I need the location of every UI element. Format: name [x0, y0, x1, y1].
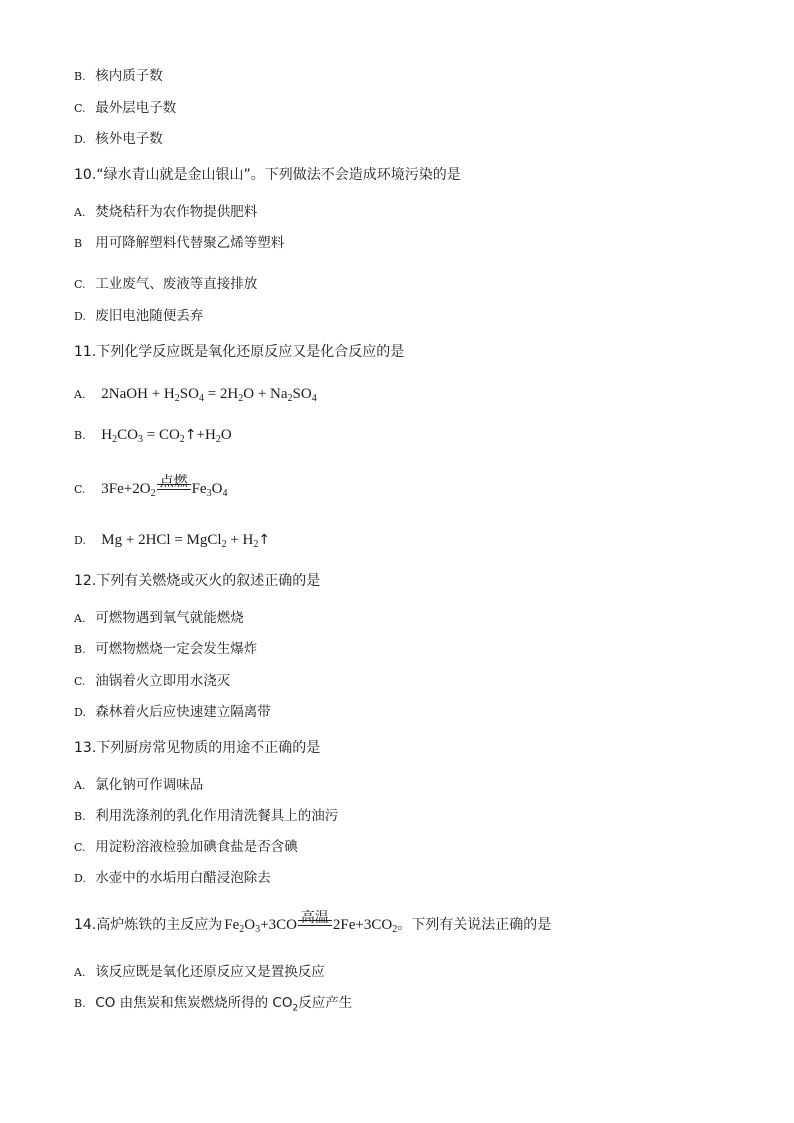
option-label: A.	[74, 388, 86, 401]
option-text: 油锅着火立即用水浇灭	[95, 673, 231, 689]
question-12: 12.下列有关燃烧或灭火的叙述正确的是	[74, 573, 321, 589]
equation: Mg + 2HCl = MgCl$_2$ + $H_2↑$	[101, 532, 271, 550]
question-10: 10.“绿水青山就是金山银山”。下列做法不会造成环境污染的是	[74, 167, 461, 183]
option-label: D.	[74, 534, 86, 547]
condition-text: 高温	[300, 910, 329, 926]
option-label: D.	[74, 706, 86, 719]
option-13c	[74, 838, 298, 857]
condition-text: 点燃	[159, 474, 188, 490]
option-11d	[74, 531, 270, 554]
option-text: 工业废气、废液等直接排放	[95, 276, 258, 292]
equation: $Fe_2O_3+3CO$ 高温 $2Fe+3CO_2$	[224, 910, 398, 935]
question-14	[74, 910, 552, 939]
option-label: B.	[74, 70, 86, 83]
question-13: 13.下列厨房常见物质的用途不正确的是	[74, 740, 321, 756]
reaction-condition	[157, 474, 191, 498]
option-text: 该反应既是氧化还原反应又是置换反应	[95, 964, 325, 980]
option-label: B.	[74, 643, 86, 656]
option-label: B.	[74, 810, 86, 823]
question-14-prefix: 14.高炉炼铁的主反应为	[74, 917, 223, 933]
option-label: B.	[74, 997, 86, 1010]
option-label: D.	[74, 872, 86, 885]
option-text: 用可降解塑料代替聚乙烯等塑料	[95, 235, 285, 251]
option-label: C.	[74, 102, 86, 115]
option-label: C.	[74, 483, 86, 496]
option-14b	[74, 994, 352, 1018]
option-text: 最外层电子数	[95, 100, 177, 116]
option-13b	[74, 807, 338, 826]
option-label: A.	[74, 966, 86, 979]
option-10d	[74, 307, 203, 326]
question-14-suffix: 。下列有关说法正确的是	[397, 917, 552, 933]
option-12d	[74, 703, 271, 722]
option-text: 用淀粉溶液检验加碘食盐是否含碘	[95, 839, 298, 855]
option-12a	[74, 609, 244, 628]
option-9c	[74, 99, 176, 118]
option-13a	[74, 776, 203, 795]
question-11: 11.下列化学反应既是氧化还原反应又是化合反应的是	[74, 344, 405, 360]
equation: 2NaOH + $H_2SO_4 = 2H_2O + Na_2SO_4$	[101, 386, 317, 404]
reaction-condition	[298, 910, 332, 934]
option-14a	[74, 963, 325, 982]
subscript: 2	[292, 1003, 299, 1014]
option-label: D.	[74, 133, 86, 146]
option-10b	[74, 234, 284, 253]
option-9d	[74, 130, 163, 149]
option-10c	[74, 275, 257, 294]
option-text: 核外电子数	[95, 131, 163, 147]
option-label: B	[74, 237, 83, 250]
option-label: A.	[74, 612, 86, 625]
option-label: A.	[74, 206, 86, 219]
option-label: A.	[74, 779, 86, 792]
option-text-part: CO 由焦炭和焦炭燃烧所得的 CO	[95, 995, 293, 1011]
option-text: 氯化钠可作调味品	[95, 777, 204, 793]
option-text	[95, 995, 353, 1014]
option-text: 核内质子数	[95, 68, 163, 84]
option-text: 可燃物燃烧一定会发生爆炸	[95, 641, 258, 657]
option-label: B.	[74, 429, 86, 442]
option-text: 焚烧秸秆为农作物提供肥料	[95, 204, 258, 220]
option-12b	[74, 640, 257, 659]
option-label: C.	[74, 675, 86, 688]
option-11b	[74, 426, 232, 449]
option-text: 森林着火后应快速建立隔离带	[95, 704, 271, 720]
option-text: 利用洗涤剂的乳化作用清洗餐具上的油污	[95, 808, 339, 824]
option-text: 水壶中的水垢用白醋浸泡除去	[95, 870, 271, 886]
option-label: C.	[74, 841, 86, 854]
option-9b	[74, 67, 163, 86]
equation: $3Fe+2O_2$ 点燃 $Fe_3O_4$	[101, 474, 228, 499]
option-text-part: 反应产生	[298, 995, 353, 1011]
option-11c	[74, 474, 228, 503]
option-11a	[74, 385, 317, 408]
option-label: C.	[74, 278, 86, 291]
option-10a	[74, 203, 257, 222]
option-text: 可燃物遇到氧气就能燃烧	[95, 610, 244, 626]
equation: $H_2CO_3$ = $CO_2↑+H_2O$	[101, 427, 232, 445]
option-12c	[74, 672, 230, 691]
option-text: 废旧电池随便丢弃	[95, 308, 204, 324]
option-13d	[74, 869, 271, 888]
option-label: D.	[74, 310, 86, 323]
